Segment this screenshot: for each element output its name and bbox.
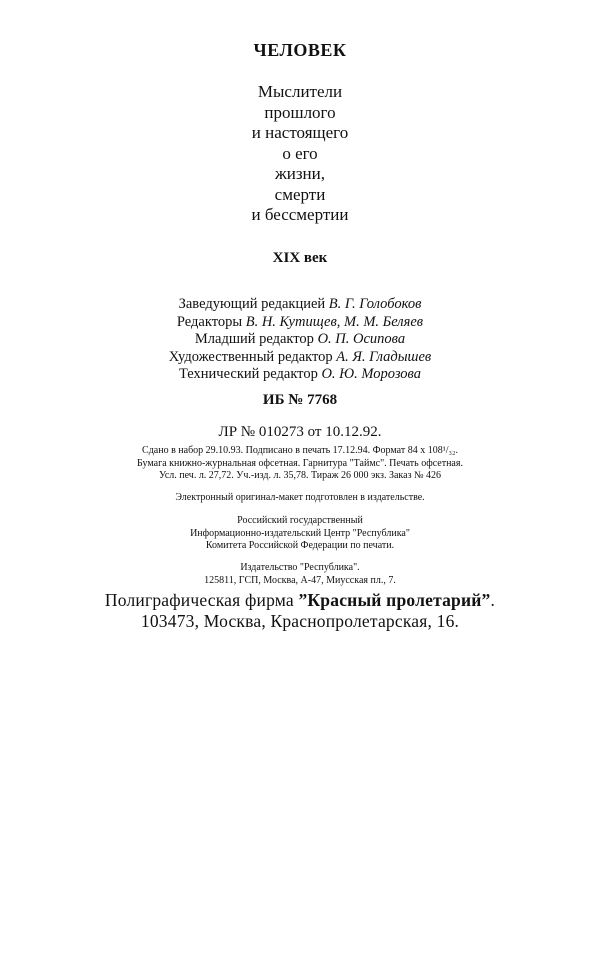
credit-line bbox=[0, 366, 600, 384]
subtitle-line: жизни, bbox=[274, 164, 325, 183]
electronic-layout-note: Электронный оригинал-макет подготовлен в издательстве. bbox=[175, 492, 425, 503]
printer-info bbox=[0, 590, 600, 632]
credit-line bbox=[0, 296, 600, 314]
credit-role: Заведующий редакцией bbox=[178, 296, 326, 312]
credit-name: В. Г. Голобоков bbox=[328, 296, 422, 312]
credit-role: Художественный редактор bbox=[168, 348, 333, 365]
subtitle-line: о его bbox=[282, 143, 318, 163]
ib-number: ИБ № 7768 bbox=[262, 392, 338, 408]
lr-license: ЛР № 010273 от 10.12.92. bbox=[218, 424, 382, 440]
subtitle-line: смерти bbox=[274, 184, 326, 204]
printer-suffix: . bbox=[490, 590, 496, 610]
publisher-center-line: Российский государственный bbox=[237, 515, 363, 526]
print-detail-line: Усл. печ. л. 27,72. Уч.-изд. л. 35,78. Тираж 26 000 экз. Заказ № 426 bbox=[158, 470, 442, 481]
publisher-center-line: Информационно-издательский Центр "Республика" bbox=[190, 527, 410, 539]
credit-role: Младший редактор bbox=[194, 331, 314, 347]
credit-line bbox=[0, 331, 600, 349]
credits-list bbox=[0, 296, 600, 384]
book-title: ЧЕЛОВЕК bbox=[253, 40, 347, 60]
credit-name: О. П. Осипова bbox=[317, 331, 406, 347]
printer-name: ”Красный пролетарий” bbox=[298, 590, 491, 610]
subtitle-line: прошлого bbox=[264, 102, 336, 122]
print-detail-line: Сдано в набор 29.10.93. Подписано в печать 17.12.94. Формат 84 x 108¹/₃₂. bbox=[142, 445, 458, 456]
printer-address: 103473, Москва, Краснопролетарская, 16. bbox=[140, 611, 460, 631]
printer-line bbox=[0, 590, 600, 611]
century-label: XIX век bbox=[272, 250, 328, 266]
credit-name: А. Я. Гладышев bbox=[336, 348, 432, 365]
print-detail-line: Бумага книжно-журнальная офсетная. Гарнитура "Таймс". Печать офсетная. bbox=[137, 457, 463, 469]
publisher-address: 125811, ГСП, Москва, А-47, Миусская пл., 7. bbox=[204, 574, 396, 586]
publisher-line: Издательство "Республика". bbox=[240, 562, 360, 573]
subtitle-line: Мыслители bbox=[257, 82, 343, 101]
print-details bbox=[0, 445, 600, 483]
credit-line bbox=[0, 349, 600, 367]
credit-role: Редакторы bbox=[176, 313, 243, 330]
publisher-info bbox=[0, 562, 600, 587]
subtitle-line: и бессмертии bbox=[251, 205, 349, 224]
credit-line bbox=[0, 314, 600, 332]
credit-name: В. Н. Кутищев, М. М. Беляев bbox=[245, 313, 424, 330]
credit-role: Технический редактор bbox=[178, 366, 318, 382]
subtitle-line: и настоящего bbox=[251, 123, 349, 142]
book-subtitle bbox=[0, 82, 600, 226]
printer-prefix: Полиграфическая фирма bbox=[104, 590, 299, 610]
credit-name: О. Ю. Морозова bbox=[321, 366, 421, 382]
publisher-center-line: Комитета Российской Федерации по печати. bbox=[205, 540, 395, 551]
publisher-center bbox=[0, 515, 600, 553]
